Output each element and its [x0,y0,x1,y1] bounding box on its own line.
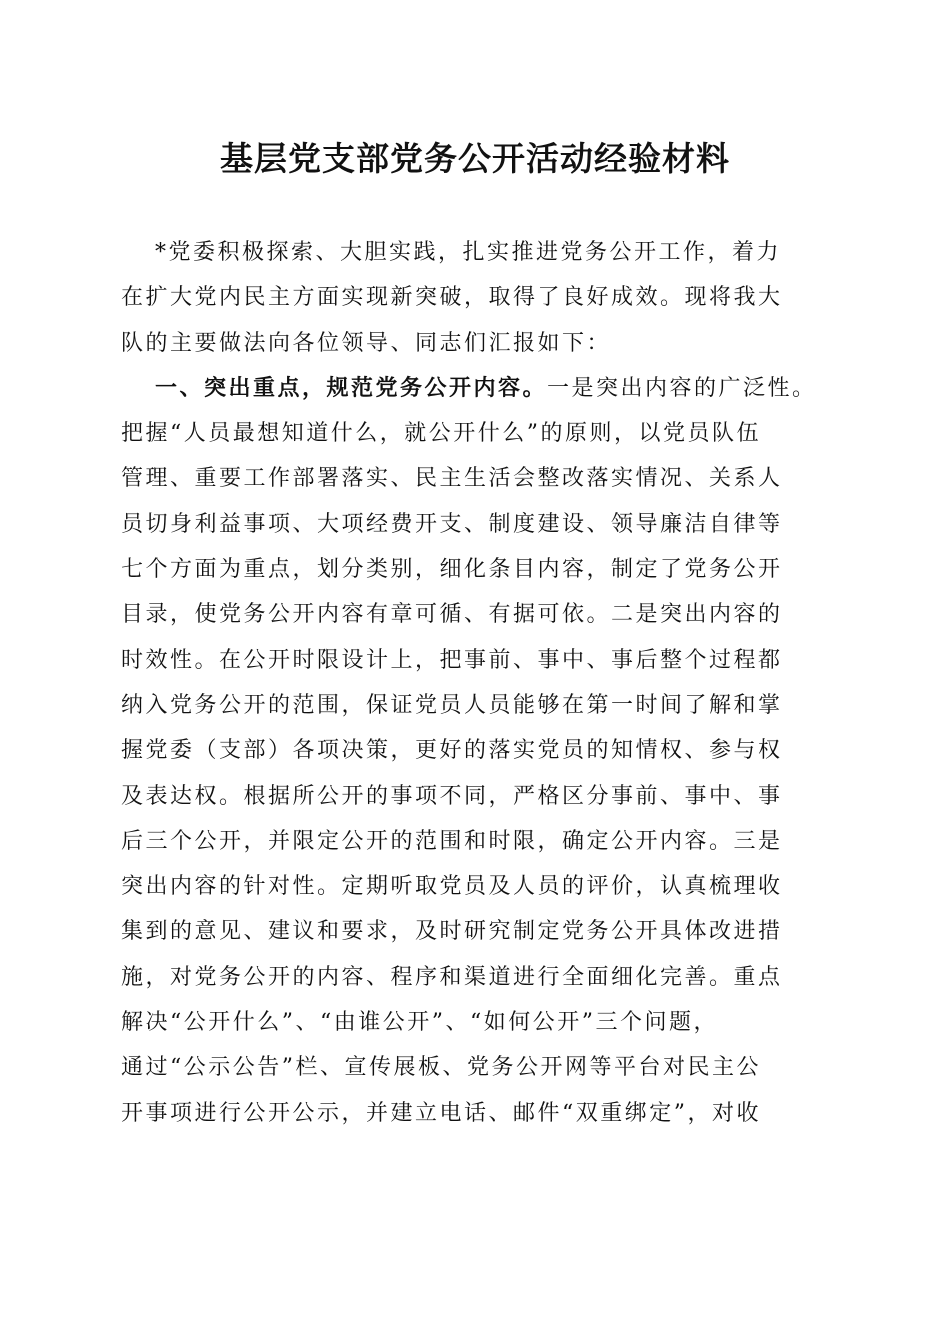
body-line: 及表达权。根据所公开的事项不同，严格区分事前、事中、事 [121,783,783,809]
intro-line: 在扩大党内民主方面实现新突破，取得了良好成效。现将我大 [121,285,783,311]
body-line: 七个方面为重点，划分类别，细化条目内容，制定了党务公开 [121,557,783,583]
intro-line: *党委积极探索、大胆实践，扎实推进党务公开工作，着力 [155,240,782,265]
body-line: 突出内容的针对性。定期听取党员及人员的评价，认真梳理收 [121,874,783,900]
body-line: 解决“公开什么”、“由谁公开”、“如何公开”三个问题， [121,1010,718,1036]
document-title: 基层党支部党务公开活动经验材料 [220,139,730,178]
section-heading: 一、突出重点，规范党务公开内容。 [155,374,548,401]
body-line: 集到的意见、建议和要求，及时研究制定党务公开具体改进措 [121,919,783,945]
body-line: 施，对党务公开的内容、程序和渠道进行全面细化完善。重点 [121,964,783,990]
section-first-line [121,366,836,411]
body-line: 时效性。在公开时限设计上，把事前、事中、事后整个过程都 [121,647,783,673]
body-line: 员切身利益事项、大项经费开支、制度建设、领导廉洁自律等 [121,511,783,537]
body-line: 握党委（支部）各项决策，更好的落实党员的知情权、参与权 [121,738,783,764]
body-line: 把握“人员最想知道什么，就公开什么”的原则，以党员队伍 [121,421,761,447]
body-line: 通过“公示公告”栏、宣传展板、党务公开网等平台对民主公 [121,1055,761,1081]
body-line: 纳入党务公开的范围，保证党员人员能够在第一时间了解和掌 [121,692,783,718]
intro-line: 队的主要做法向各位领导、同志们汇报如下： [121,330,612,356]
body-line: 后三个公开，并限定公开的范围和时限，确定公开内容。三是 [121,828,783,854]
section-first-line-text: 一是突出内容的广泛性。 [547,375,817,401]
document-body [121,230,836,1136]
body-line: 目录，使党务公开内容有章可循、有据可依。二是突出内容的 [121,602,783,628]
body-line: 管理、重要工作部署落实、民主生活会整改落实情况、关系人 [121,466,783,492]
body-line: 开事项进行公开公示，并建立电话、邮件“双重绑定”，对收 [121,1100,761,1126]
